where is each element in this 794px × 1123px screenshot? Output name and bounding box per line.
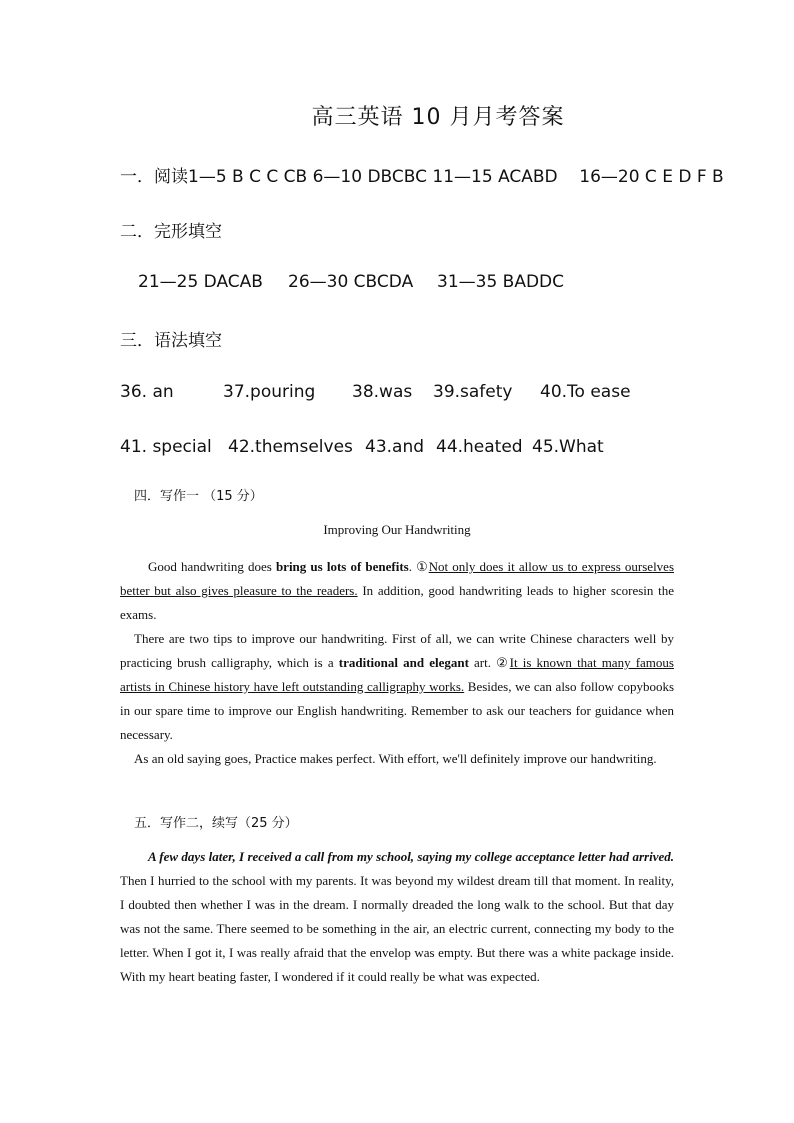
continuation-text: Then I hurried to the school with my parents. It was beyond my wildest dream till that moment. In reality, I doubted then whether I was in the dream. I normally dreaded the long walk to the school. But that day was not the same. There seemed to be something in the air, an electric current, connecting my body to the letter. When I got it, I was really afraid that the envelop was empty. But there was a white package inside. With my heart beating faster, I wondered if it could really be what was expected. <box>120 873 674 984</box>
continuation-paragraph <box>120 845 674 989</box>
essay-underlined-sentence: Not only does it allow us to express ourselves better but also gives pleasure to the readers. <box>120 559 675 598</box>
answer-38: 38.was <box>352 382 413 402</box>
answer-45: 45.What <box>532 437 604 457</box>
cloze-group-3: 31—35 BADDC <box>437 272 565 292</box>
essay-title: Improving Our Handwriting <box>323 522 471 537</box>
essay-bold-phrase: bring us lots of benefits <box>275 559 409 574</box>
cloze-heading: 二．完形填空 <box>120 222 222 242</box>
essay-text: . ① <box>408 559 429 574</box>
cloze-group-1: 21—25 DACAB <box>138 272 263 292</box>
answer-36: 36. an <box>120 382 174 402</box>
essay-text: art. ② <box>468 655 510 670</box>
page-title: 高三英语 10 月月考答案 <box>311 105 565 130</box>
answer-40: 40.To ease <box>540 382 631 402</box>
essay-text: In addition, good handwriting leads to higher scoresin the exams. <box>120 583 675 622</box>
answer-43: 43.and <box>365 437 425 457</box>
reading-answers-line <box>120 162 724 187</box>
essay-text: Besides, we can also follow copybooks in our spare time to improve our English handwriting. Remember to ask our teachers for guidance when necessary. <box>120 679 675 742</box>
writing1-essay <box>120 555 674 771</box>
reading-answers: 1—5 B C C CB 6—10 DBCBC 11—15 ACABD 16—20 C E D F B <box>188 167 724 187</box>
writing2-heading: 五．写作二，续写（25 分） <box>134 816 298 831</box>
grammar-heading: 三．语法填空 <box>120 331 222 351</box>
essay-underlined-sentence: It is known that many famous artists in Chinese history have left outstanding calligraphy works. <box>120 655 674 694</box>
essay-bold-phrase: traditional and elegant <box>338 655 469 670</box>
answer-37: 37.pouring <box>223 382 316 402</box>
writing2-essay <box>120 845 674 989</box>
essay-text: There are two tips to improve our handwriting. First of all, we can write Chinese characters well by practicing brush calligraphy, which is a <box>120 631 674 670</box>
essay-text: Good handwriting does <box>148 559 276 574</box>
cloze-group-2: 26—30 CBCDA <box>288 272 414 292</box>
answer-44: 44.heated <box>436 437 523 457</box>
answer-41: 41. special <box>120 437 212 457</box>
writing1-heading: 四．写作一 （15 分） <box>134 489 263 504</box>
essay-paragraph-2 <box>120 627 674 747</box>
essay-paragraph-1 <box>120 555 674 627</box>
reading-label: 一．阅读 <box>120 167 188 187</box>
answer-39: 39.safety <box>433 382 513 402</box>
continuation-opening-sentence: A few days later, I received a call from my school, saying my college acceptance letter had arrived. <box>148 849 674 864</box>
answer-42: 42.themselves <box>228 437 353 457</box>
essay-paragraph-3: As an old saying goes, Practice makes perfect. With effort, we'll definitely improve our handwriting. <box>134 751 657 766</box>
